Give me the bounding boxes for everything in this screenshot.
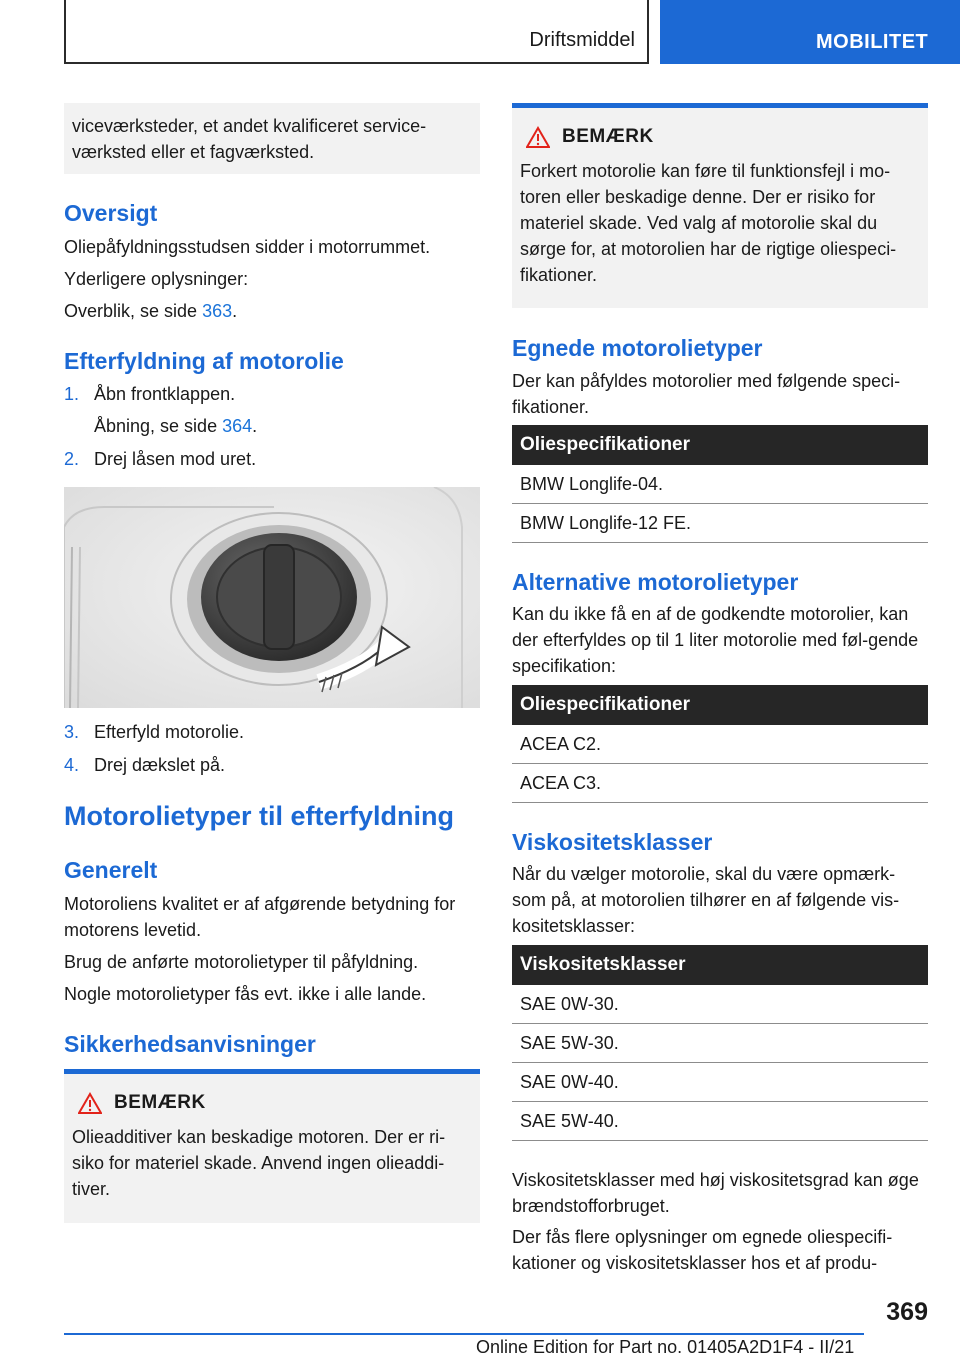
egnede-table: [512, 425, 928, 543]
efterfyldning-heading: Efterfyldning af motorolie: [64, 348, 344, 374]
step-4: [64, 752, 225, 778]
footer-edition: Online Edition for Part no. 01405A2D1F4 - II/21: [476, 1337, 855, 1357]
header-section-title: Driftsmiddel: [529, 29, 635, 51]
alternative-heading: Alternative motorolietyper: [512, 569, 799, 595]
footer-divider: [64, 1333, 864, 1335]
step-1-ref-prefix: Åbning, se side: [94, 416, 223, 436]
page-link-364[interactable]: 364: [222, 416, 253, 436]
intro-box: [64, 103, 480, 174]
warning-icon: [78, 1092, 102, 1114]
step-number: 4.: [64, 755, 80, 775]
table-header: Viskositetsklasser: [512, 945, 928, 985]
motorolietyper-heading: Motorolietyper til efterfyldning: [64, 801, 455, 831]
intro-text: viceværksteder, et andet kvalificeret service-værksted eller et fagværksted.: [72, 116, 427, 162]
visko-table: [512, 945, 928, 1141]
note-header: [520, 126, 920, 148]
egnede-heading: Egnede motorolietyper: [512, 335, 763, 361]
generelt-text-1: Motoroliens kvalitet er af afgørende betydning for motorens levetid.: [64, 894, 456, 940]
alternative-text: Kan du ikke få en af de godkendte motorolier, kan der efterfyldes op til 1 liter motorolie med føl-gende specifikation:: [512, 604, 919, 676]
table-row: SAE 0W-30.: [512, 985, 928, 1024]
table-header: Oliespecifikationer: [512, 425, 928, 465]
alternative-table: [512, 685, 928, 803]
generelt-text-2: Brug de anførte motorolietyper til påfyldning.: [64, 952, 419, 972]
step-text: Åbn frontklappen.: [94, 384, 236, 404]
note-box-additives: [64, 1069, 480, 1223]
oversigt-text-2: Yderligere oplysninger:: [64, 269, 249, 289]
header-chapter-title: MOBILITET: [816, 31, 929, 53]
step-number: 2.: [64, 449, 80, 469]
table-row: ACEA C3.: [512, 764, 928, 803]
oversigt-ref-prefix: Overblik, se side: [64, 301, 203, 321]
generelt-heading: Generelt: [64, 857, 158, 883]
table-row: BMW Longlife-04.: [512, 465, 928, 504]
step-1-sub: [64, 413, 257, 439]
table-header: Oliespecifikationer: [512, 685, 928, 725]
note-text: Forkert motorolie kan føre til funktionsfejl i mo-toren eller beskadige denne. Der er risiko for materiel skade. Ved valg af motorolie skal du sørge for, at motorolien har de rigtige oliespeci-fikationer.: [520, 161, 897, 285]
visko-text-3: Der fås flere oplysninger om egnede oliespecifi-kationer og viskositetsklasser hos et af produ-: [512, 1227, 893, 1273]
note-title: BEMÆRK: [114, 1092, 206, 1113]
note-box-wrong-oil: [512, 103, 928, 308]
table-row: ACEA C2.: [512, 725, 928, 764]
oversigt-text-3: [64, 298, 237, 324]
visko-heading: Viskositetsklasser: [512, 829, 713, 855]
note-header: [72, 1092, 472, 1114]
visko-text-2: Viskositetsklasser med høj viskositetsgrad kan øge brændstofforbruget.: [512, 1170, 919, 1216]
oil-cap-image: [64, 487, 480, 708]
step-2: [64, 446, 256, 472]
page-number: 369: [886, 1298, 928, 1326]
step-1-ref-suffix: .: [252, 416, 258, 436]
table-row: SAE 5W-40.: [512, 1102, 928, 1141]
oversigt-ref-suffix: .: [232, 301, 238, 321]
warning-icon: [526, 126, 550, 148]
step-text: Drej låsen mod uret.: [94, 449, 257, 469]
oversigt-heading: Oversigt: [64, 200, 158, 226]
page-link-363[interactable]: 363: [202, 301, 233, 321]
step-text: Efterfyld motorolie.: [94, 722, 245, 742]
sikkerhed-heading: Sikkerhedsanvisninger: [64, 1031, 316, 1057]
step-number: 1.: [64, 384, 80, 404]
step-3: [64, 719, 244, 745]
note-title: BEMÆRK: [562, 126, 654, 147]
oil-cap-illustration: [64, 487, 480, 708]
table-row: SAE 5W-30.: [512, 1024, 928, 1063]
header-section-box: [64, 0, 649, 64]
step-1: [64, 381, 235, 407]
step-text: Drej dækslet på.: [94, 755, 226, 775]
generelt-text-3: Nogle motorolietyper fås evt. ikke i alle lande.: [64, 984, 427, 1004]
table-row: SAE 0W-40.: [512, 1063, 928, 1102]
header-chapter-tab: [660, 0, 960, 64]
oversigt-text-1: Oliepåfyldningsstudsen sidder i motorrummet.: [64, 237, 431, 257]
note-text: Olieadditiver kan beskadige motoren. Der er ri-siko for materiel skade. Anvend ingen olieaddi-tiver.: [72, 1127, 446, 1199]
egnede-text: Der kan påfyldes motorolier med følgende speci-fikationer.: [512, 371, 901, 417]
visko-text: Når du vælger motorolie, skal du være opmærk-som på, at motorolien tilhører en af følgende vis-kositetsklasser:: [512, 864, 900, 936]
table-row: BMW Longlife-12 FE.: [512, 504, 928, 543]
step-number: 3.: [64, 722, 80, 742]
